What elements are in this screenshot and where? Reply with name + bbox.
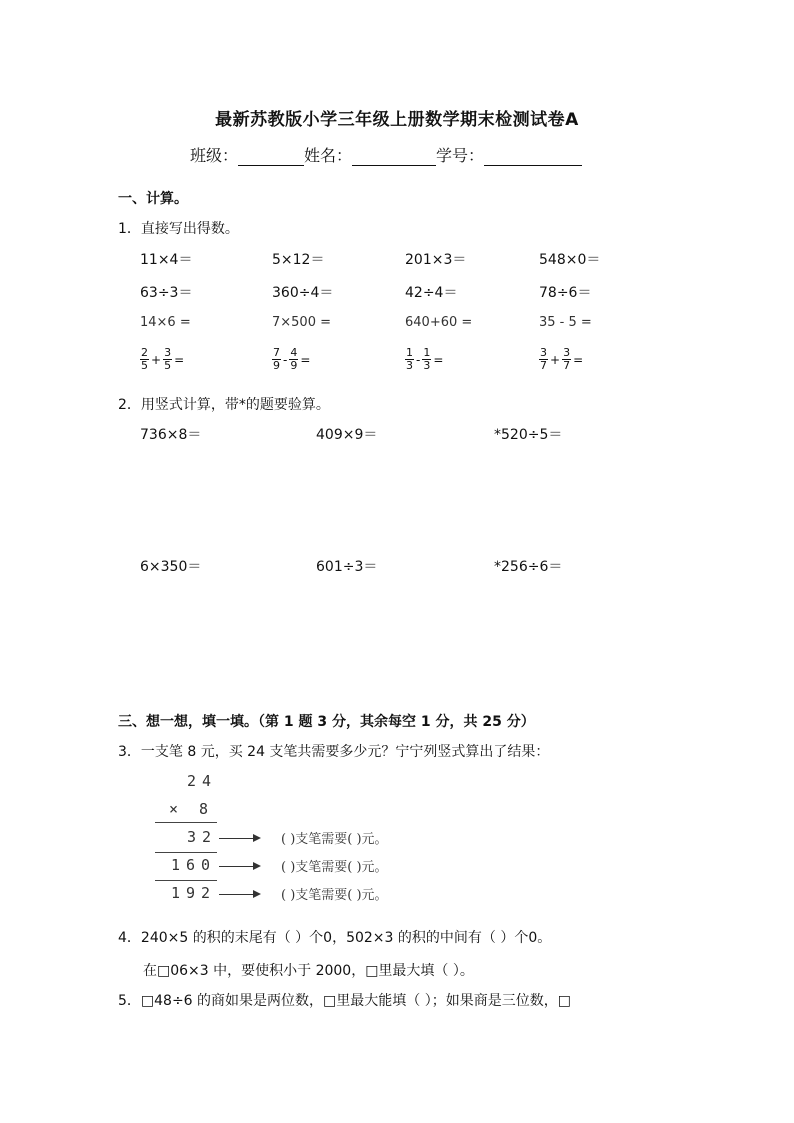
expr: 640+60 = [405,315,473,330]
name-blank[interactable] [352,147,436,166]
expr: *256÷6＝ [494,559,563,575]
arrow-icon [219,894,259,895]
question-4b-text: 在□06×3 中，要使积小于 2000，□里最大填（ ）。 [143,963,474,979]
question-2-label: 2．用竖式计算，带*的题要验算。 [118,397,330,413]
arrow-icon [219,866,259,867]
expr: 201×3＝ [405,252,467,268]
student-info-line [190,143,582,166]
fill-blank-text: ( )支笔需要( )元。 [281,888,388,903]
name-label: 姓名： [304,146,353,165]
expr: 35 - 5 = [539,315,592,330]
question-5-text: 5．□48÷6 的商如果是两位数，□里最大能填（ ）；如果商是三位数，□ [118,993,571,1009]
divider-line [155,852,217,853]
divider-line [155,822,217,823]
question-1-label: 1．直接写出得数。 [118,221,239,237]
expr: 14×6 = [140,315,191,330]
fraction: $\frac{7}{9}$ [273,346,280,372]
arrow-icon [219,838,259,839]
expr: 736×8＝ [140,427,202,443]
expr: 7×500 = [272,315,332,330]
expr: *520÷5＝ [494,427,563,443]
expr: 360÷4＝ [272,285,334,301]
expr: 11×4＝ [140,252,193,268]
multiplier: × 8 [169,800,215,818]
id-blank[interactable] [484,147,582,166]
fraction-expr: $\frac{3}{7}$ + $\frac{3}{7}$ = [540,346,584,372]
expr: 548×0＝ [539,252,601,268]
id-label: 学号： [436,146,485,165]
class-blank[interactable] [238,147,304,166]
fill-blank-text: ( )支笔需要( )元。 [281,832,388,847]
vertical-multiplication-figure [143,768,483,910]
divider-line [155,880,217,881]
expr: 78÷6＝ [539,285,592,301]
expr: 6×350＝ [140,559,202,575]
page-title: 最新苏教版小学三年级上册数学期末检测试卷A [215,110,579,130]
section-heading-fill: 三、想一想，填一填。（第 1 题 3 分，其余每空 1 分，共 25 分） [118,714,535,730]
fraction: $\frac{3}{7}$ [563,346,571,372]
fraction: $\frac{2}{5}$ [141,346,148,372]
question-3-text: 3．一支笔 8 元，买 24 支笔共需要多少元？宁宁列竖式算出了结果： [118,744,550,760]
fraction: $\frac{3}{5}$ [164,346,172,372]
fraction-expr: $\frac{2}{5}$ + $\frac{3}{5}$ = [141,346,185,372]
fraction: $\frac{1}{3}$ [423,346,431,372]
partial-product: 32 [187,828,218,846]
class-label: 班级： [190,146,239,165]
expr: 601÷3＝ [316,559,378,575]
expr: 63÷3＝ [140,285,193,301]
fraction: $\frac{4}{9}$ [290,346,298,372]
fraction-expr: $\frac{7}{9}$ - $\frac{4}{9}$ = [273,346,311,372]
multiplicand: 24 [187,772,218,790]
fraction-expr: $\frac{1}{3}$ - $\frac{1}{3}$ = [406,346,444,372]
product: 192 [171,884,217,902]
question-4-text: 4．240×5 的积的末尾有（ ）个0，502×3 的积的中间有（ ）个0。 [118,930,552,946]
expr: 5×12＝ [272,252,325,268]
section-heading-calc: 一、计算。 [118,191,188,207]
fraction: $\frac{1}{3}$ [406,346,413,372]
expr: 42÷4＝ [405,285,458,301]
expr: 409×9＝ [316,427,378,443]
fraction: $\frac{3}{7}$ [540,346,547,372]
fill-blank-text: ( )支笔需要( )元。 [281,860,388,875]
partial-product: 160 [171,856,217,874]
